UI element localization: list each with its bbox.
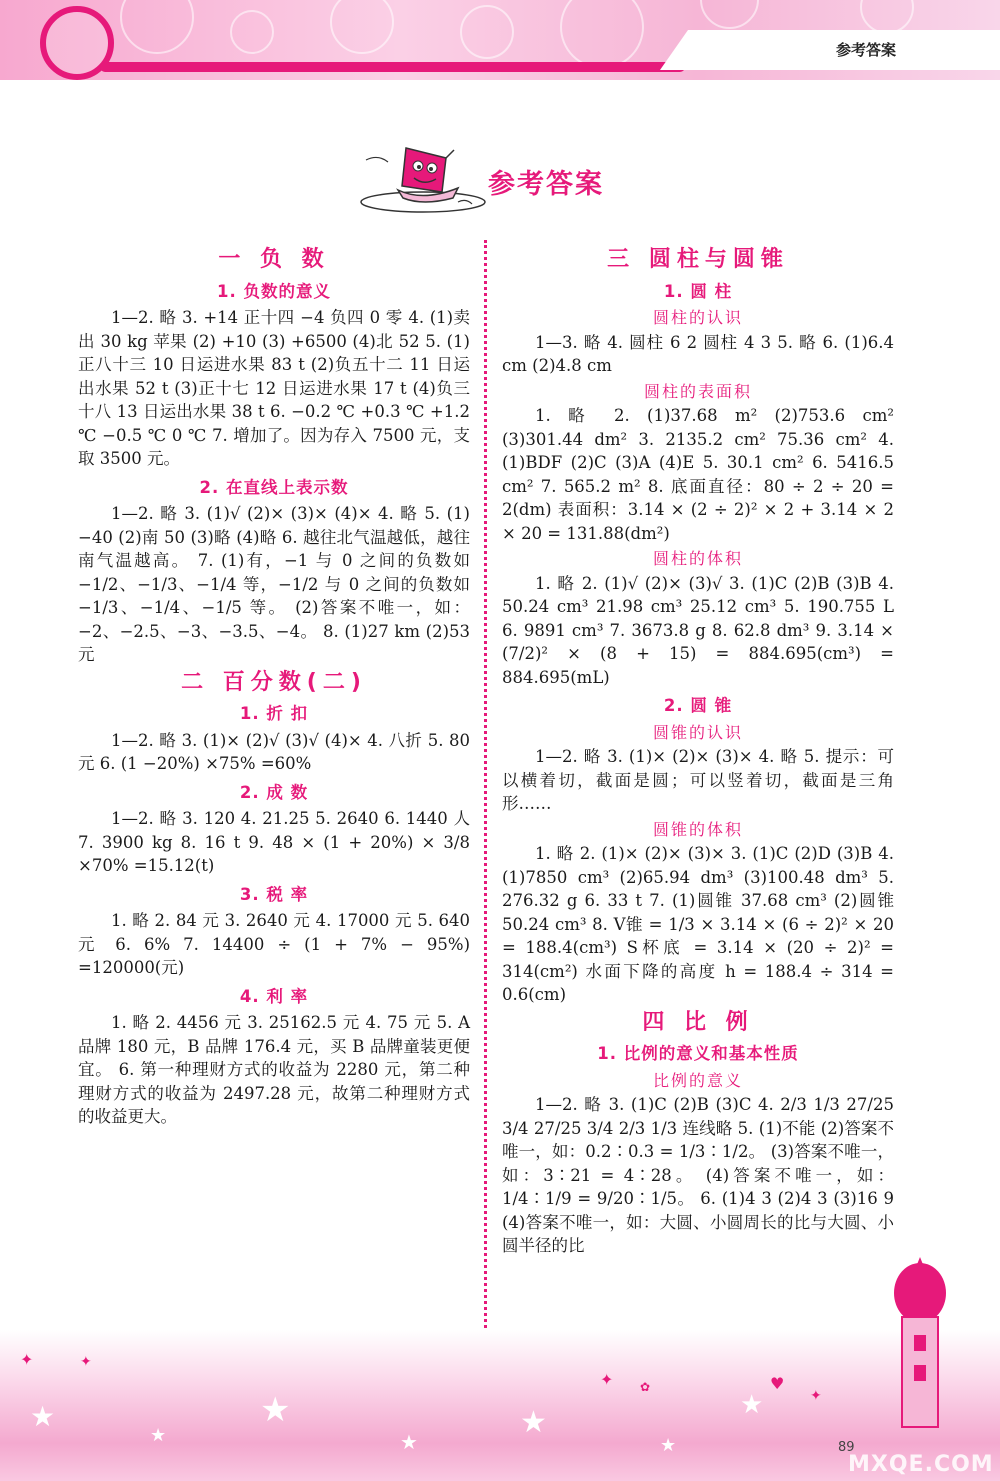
page-number: 89 (838, 1440, 855, 1455)
topic-heading: 圆锥的体积 (652, 819, 743, 839)
section-heading: 二 百分数(二) (181, 669, 367, 695)
answer-paragraph: 1. 略 2. (1)× (2)× (3)× 3. (1)C (2)D (3)B 4. (1)7850 cm³ (2)65.94 dm³ (3)100.48 dm³ 5. 276.32 g 6. 33 t 7. (1)圆锥 37.68 cm³ (2)圆锥 50.24 cm³ 8. V锥 = 1/3 × 3.14 × (6 ÷ 2)² × 20 = 188.4(cm³) S杯底 = 3.14 × (20 ÷ 2)² = 314(cm²) 水面下降的高度 h = 188.4 ÷ 314 = 0.6(cm) (502, 844, 894, 1004)
answer-paragraph: 1—2. 略 3. (1)× (2)× (3)× 4. 略 5. 提示：可以横着切，截面是圆；可以竖着切，截面是三角形…… (502, 747, 894, 813)
left-column (78, 244, 470, 1129)
page-header (0, 0, 1000, 80)
answer-paragraph: 1. 略 2. 4456 元 3. 25162.5 元 4. 75 元 5. A 品牌 180 元，B 品牌 176.4 元，买 B 品牌童装更便宜。 6. 第一种理财方式的收益为 2280 元，第二种理财方式的收益为 2497.28 元，故第二种理财方式的收益更大。 (78, 1013, 470, 1126)
topic-heading: 圆柱的认识 (652, 308, 743, 327)
subsection-heading: 1. 比例的意义和基本性质 (597, 1044, 799, 1063)
topic-heading: 比例的意义 (652, 1070, 743, 1090)
subsection-heading: 4. 利 率 (239, 986, 309, 1006)
right-column (502, 244, 894, 1258)
column-divider (484, 240, 487, 1340)
answer-paragraph: 1—2. 略 3. (1)× (2)√ (3)√ (4)× 4. 八折 5. 80 元 6. (1 −20%) ×75% =60% (78, 730, 470, 773)
page-title: 参考答案 (488, 169, 604, 200)
subsection-heading: 2. 圆 锥 (663, 696, 733, 715)
answer-paragraph: 1. 略 2. (1)37.68 m² (2)753.6 cm² (3)301.44 dm² 3. 2135.2 cm² 75.36 cm² 4. (1)BDF (2)C (3)A (4)E 5. 30.1 cm² 6. 5416.5 cm² 7. 565.2 m² 8. 底面直径：80 ÷ 2 ÷ 20 = 2(dm) 表面积：3.14 × (2 ÷ 2)² × 2 + 3.14 × 2 × 20 = 131.88(dm²) (502, 406, 894, 543)
answer-paragraph: 1—2. 略 3. +14 正十四 −4 负四 0 零 4. (1)卖出 30 kg 苹果 (2) +10 (3) +6500 (4)北 52 5. (1)正八十三 10 日运进水果 83 t (2)负五十二 11 日运出水果 52 t (3)正十七 12 日运进水果 17 t (4)负三十八 13 日运出水果 38 t 6. −0.2 ℃ +0.3 ℃ +1.2 ℃ −0.5 ℃ 0 ℃ 7. 增加了。因为存入 7500 元，支取 3500 元。 (78, 308, 470, 468)
subsection-heading: 2. 成 数 (239, 782, 309, 802)
subsection-heading: 1. 折 扣 (239, 704, 309, 723)
answer-paragraph: 1—2. 略 3. 120 4. 21.25 5. 2640 6. 1440 人 7. 3900 kg 8. 16 t 9. 48 × (1 + 20%) × 3/8 ×70% =15.12(t) (78, 809, 470, 875)
section-heading: 一 负 数 (218, 247, 330, 272)
section-heading: 四 比 例 (642, 1009, 754, 1035)
header-label: 参考答案 (835, 41, 896, 59)
topic-heading: 圆柱的体积 (652, 549, 743, 568)
topic-heading: 圆锥的认识 (652, 722, 743, 742)
watermark: MXQE.COM (848, 1452, 994, 1477)
footer-decoration: ★ ★ ★ ★ ★ ★ ★ ✦ ✦ ✦ ✿ ♥ ✦ (0, 1330, 1000, 1481)
header-label-box (660, 30, 1000, 70)
castle-tower-icon (880, 1255, 960, 1435)
topic-heading: 圆柱的表面积 (643, 381, 752, 401)
answer-paragraph: 1—2. 略 3. (1)√ (2)× (3)× (4)× 4. 略 5. (1) −40 (2)南 50 (3)略 (4)略 6. 越往北气温越低，越往南气温越高。 7. (1)有，−1 与 0 之间的负数如 −1/2、−1/3、−1/4 等，−1/2 与 0 之间的负数如 −1/3、−1/4、−1/5 等。 (2)答案不唯一，如：−2、−2.5、−3、−3.5、−4。 8. (1)27 km (2)53 元 (78, 504, 470, 664)
subsection-heading: 3. 税 率 (239, 884, 309, 904)
answer-paragraph: 1—3. 略 4. 圆柱 6 2 圆柱 4 3 5. 略 6. (1)6.4 cm (2)4.8 cm (502, 332, 894, 375)
subsection-heading: 2. 在直线上表示数 (199, 477, 349, 497)
answer-paragraph: 1. 略 2. (1)√ (2)× (3)√ 3. (1)C (2)B (3)B 4. 50.24 cm³ 21.98 cm³ 25.12 cm³ 5. 190.755 L 6. 9891 cm³ 7. 3673.8 g 8. 62.8 dm³ 9. 3.14 × (7/2)² × (8 + 15) = 884.695(cm³) = 884.695(mL) (502, 573, 894, 687)
header-bar (100, 62, 685, 72)
title-block (358, 140, 678, 220)
section-heading: 三 圆柱与圆锥 (607, 247, 789, 272)
subsection-heading: 1. 负数的意义 (217, 281, 331, 301)
answer-paragraph: 1. 略 2. 84 元 3. 2640 元 4. 17000 元 5. 640 元 6. 6% 7. 14400 ÷ (1 + 7% − 95%) =120000(元) (78, 911, 470, 977)
subsection-heading: 1. 圆 柱 (663, 281, 733, 301)
answer-paragraph: 1—2. 略 3. (1)C (2)B (3)C 4. 2/3 1/3 27/25 3/4 27/25 3/4 2/3 1/3 连线略 5. (1)不能 (2)答案不唯一，如：0.2∶0.3 = 1/3∶1/2。 (3)答案不唯一，如：3∶21 = 4∶28。 (4)答案不唯一，如：1/4∶1/9 = 9/20∶1/5。 6. (1)4 3 (2)4 3 (3)16 9 (4)答案不唯一，如：大圆、小圆周长的比与大圆、小圆半径的比 (502, 1095, 894, 1255)
sailboat-icon (358, 140, 488, 215)
